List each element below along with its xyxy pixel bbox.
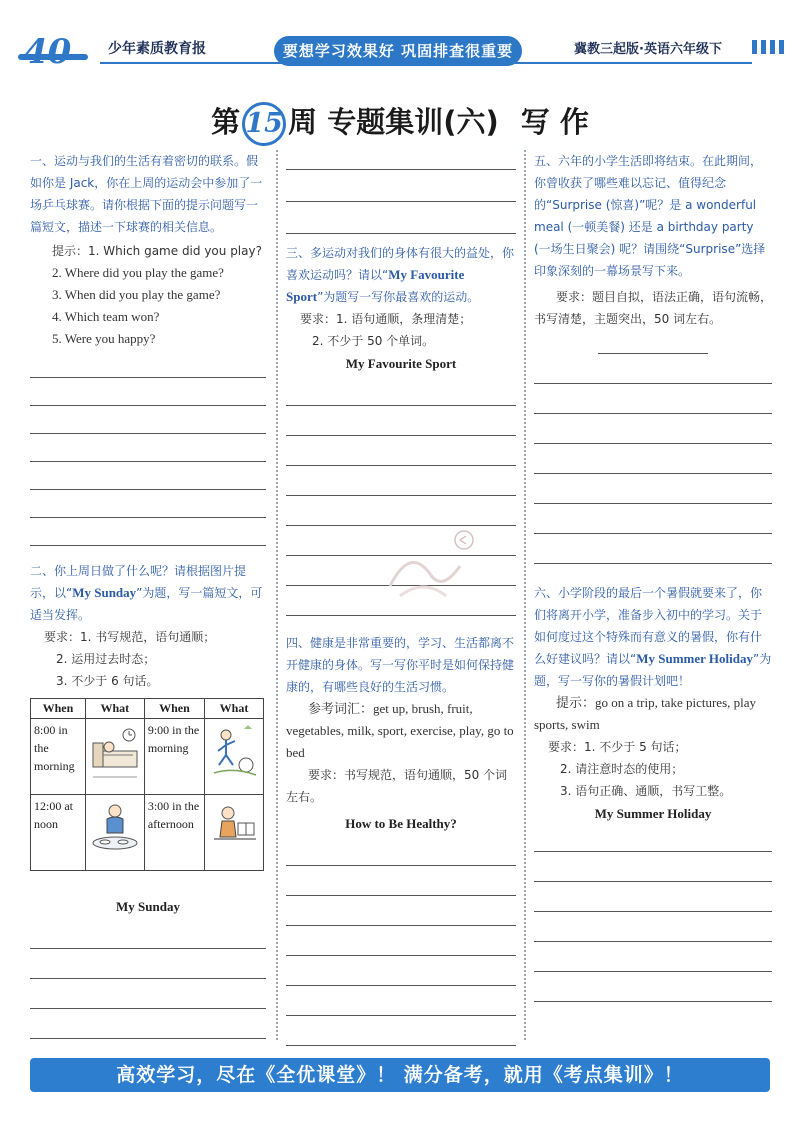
reading-picture-icon	[208, 797, 260, 863]
section6-requirement-2: 2. 请注意时态的使用；	[560, 762, 684, 776]
column-divider	[524, 150, 526, 1040]
newspaper-name: 少年素质教育报	[108, 41, 206, 57]
table-header: What	[205, 699, 264, 719]
section1-writing-lines[interactable]	[30, 350, 266, 546]
table-cell-time: 12:00 at noon	[31, 795, 86, 871]
section4-question: 四、健康是非常重要的，学习、生活都离不开健康的身体。写一写你平时是如何保持健康的，有哪些良好的生活习惯。	[286, 636, 515, 694]
title-prefix: 第	[211, 105, 241, 139]
column-divider	[276, 150, 278, 1040]
header-stripe	[761, 40, 766, 54]
header-stripe	[779, 40, 784, 54]
section2-requirement-1: 要求：1. 书写规范，语句通顺；	[44, 630, 216, 644]
section1-question: 一、运动与我们的生活有着密切的联系。假如你是 Jack，你在上周的运动会中参加了一场乒乓球赛。请你根据下面的提示问题写一篇短文，描述一下球赛的相关信息。	[30, 154, 263, 234]
schedule-table	[30, 698, 264, 871]
table-cell-time: 8:00 in the morning	[31, 719, 86, 795]
section1-hint-3: 3. When did you play the game?	[52, 287, 221, 302]
section2-requirement-3: 3. 不少于 6 句话。	[56, 674, 159, 688]
favourite-sport-essay-title: My Favourite Sport	[345, 356, 457, 371]
column-left	[30, 150, 266, 1052]
table-cell-time: 3:00 in the afternoon	[144, 795, 204, 871]
section2-requirement-2: 2. 运用过去时态；	[56, 652, 156, 666]
column-right	[534, 150, 772, 1052]
picture-cell	[205, 795, 264, 871]
section1-continued-writing-lines[interactable]	[286, 150, 516, 234]
section6-writing-lines[interactable]	[534, 826, 772, 1002]
bed-wakeup-picture-icon	[89, 721, 141, 787]
section6-requirement-3: 3. 语句正确、通顺，书写工整。	[560, 784, 732, 798]
page-number: 40	[24, 32, 72, 72]
lunch-picture-icon	[89, 797, 141, 863]
section1-hint-1: 提示：1. Which game did you play?	[52, 244, 262, 258]
table-header: What	[85, 699, 144, 719]
section3-requirement-1: 要求：1. 语句通顺，条理清楚；	[300, 312, 472, 326]
section6-requirement-1: 要求：1. 不少于 5 句话；	[548, 740, 687, 754]
header-stripe	[770, 40, 775, 54]
summer-holiday-essay-title: My Summer Holiday	[594, 806, 712, 821]
table-row	[31, 795, 264, 871]
watermark-graphic-icon	[380, 526, 480, 606]
page-header	[0, 28, 800, 72]
healthy-essay-title: How to Be Healthy?	[345, 816, 457, 831]
section2-writing-lines[interactable]	[30, 919, 266, 1069]
header-stripe	[752, 40, 757, 54]
section5-requirements: 要求：题目自拟，语法正确，语句流畅，书写清楚，主题突出，50 词左右。	[534, 290, 773, 326]
section4-requirements: 要求：书写规范，语句通顺，50 个词左右。	[286, 768, 508, 804]
title-suffix: 周 专题集训(六)	[288, 105, 499, 139]
section5-question: 五、六年的小学生活即将结束。在此期间，你曾收获了哪些难以忘记、值得纪念的“Surprise (惊喜)”呢？是 a wonderful meal (一顿美餐) 还是 a birthday party (一场生日聚会) 呢？请围绕“Surprise”选择印象深刻的一幕场景写下来。	[534, 154, 766, 278]
section5-writing-lines[interactable]	[534, 354, 772, 564]
table-header: When	[144, 699, 204, 719]
section3-question: 三、多运动对我们的身体有很大的益处，你喜欢运动吗？请以“My Favourite Sport”为题写一写你最喜欢的运动。	[286, 246, 515, 304]
section5-title-line[interactable]	[598, 344, 708, 354]
playing-outdoors-picture-icon	[208, 721, 260, 787]
section1-hint-4: 4. Which team won?	[52, 309, 160, 324]
footer-banner: 高效学习，尽在《全优课堂》！ 满分备考，就用《考点集训》！	[30, 1058, 770, 1092]
section1-hint-5: 5. Were you happy?	[52, 331, 156, 346]
week-number-badge: 15	[242, 102, 286, 146]
section2-question: 二、你上周日做了什么呢？请根据图片提示，以“My Sunday”为题，写一篇短文，可适当发挥。	[30, 564, 263, 622]
table-cell-time: 9:00 in the morning	[144, 719, 204, 795]
section4-vocab: 参考词汇：get up, brush, fruit, vegetables, milk, sport, exercise, play, go to bed	[286, 701, 514, 760]
column-middle	[286, 150, 516, 1052]
header-slogan: 要想学习效果好 巩固排查很重要	[274, 36, 522, 66]
title-topic: 写 作	[520, 105, 589, 139]
section6-hint: 提示：go on a trip, take pictures, play sports, swim	[534, 695, 757, 732]
section1-hint-2: 2. Where did you play the game?	[52, 265, 224, 280]
section3-requirement-2: 2. 不少于 50 个单词。	[312, 334, 435, 348]
picture-cell	[85, 795, 144, 871]
page-title	[0, 100, 800, 146]
section3-writing-lines[interactable]	[286, 376, 516, 616]
my-sunday-essay-title: My Sunday	[116, 899, 180, 914]
table-header: When	[31, 699, 86, 719]
section6-question: 六、小学阶段的最后一个暑假就要来了，你们将离开小学，准备步入初中的学习。关于如何度过这个特殊而有意义的暑假，你有什么好建议吗？请以“My Summer Holiday”为题，写一写你的暑假计划吧！	[534, 586, 772, 688]
picture-cell	[85, 719, 144, 795]
table-row	[31, 719, 264, 795]
section4-writing-lines[interactable]	[286, 836, 516, 1046]
edition-label: 冀教三起版·英语六年级下	[574, 42, 722, 57]
picture-cell	[205, 719, 264, 795]
